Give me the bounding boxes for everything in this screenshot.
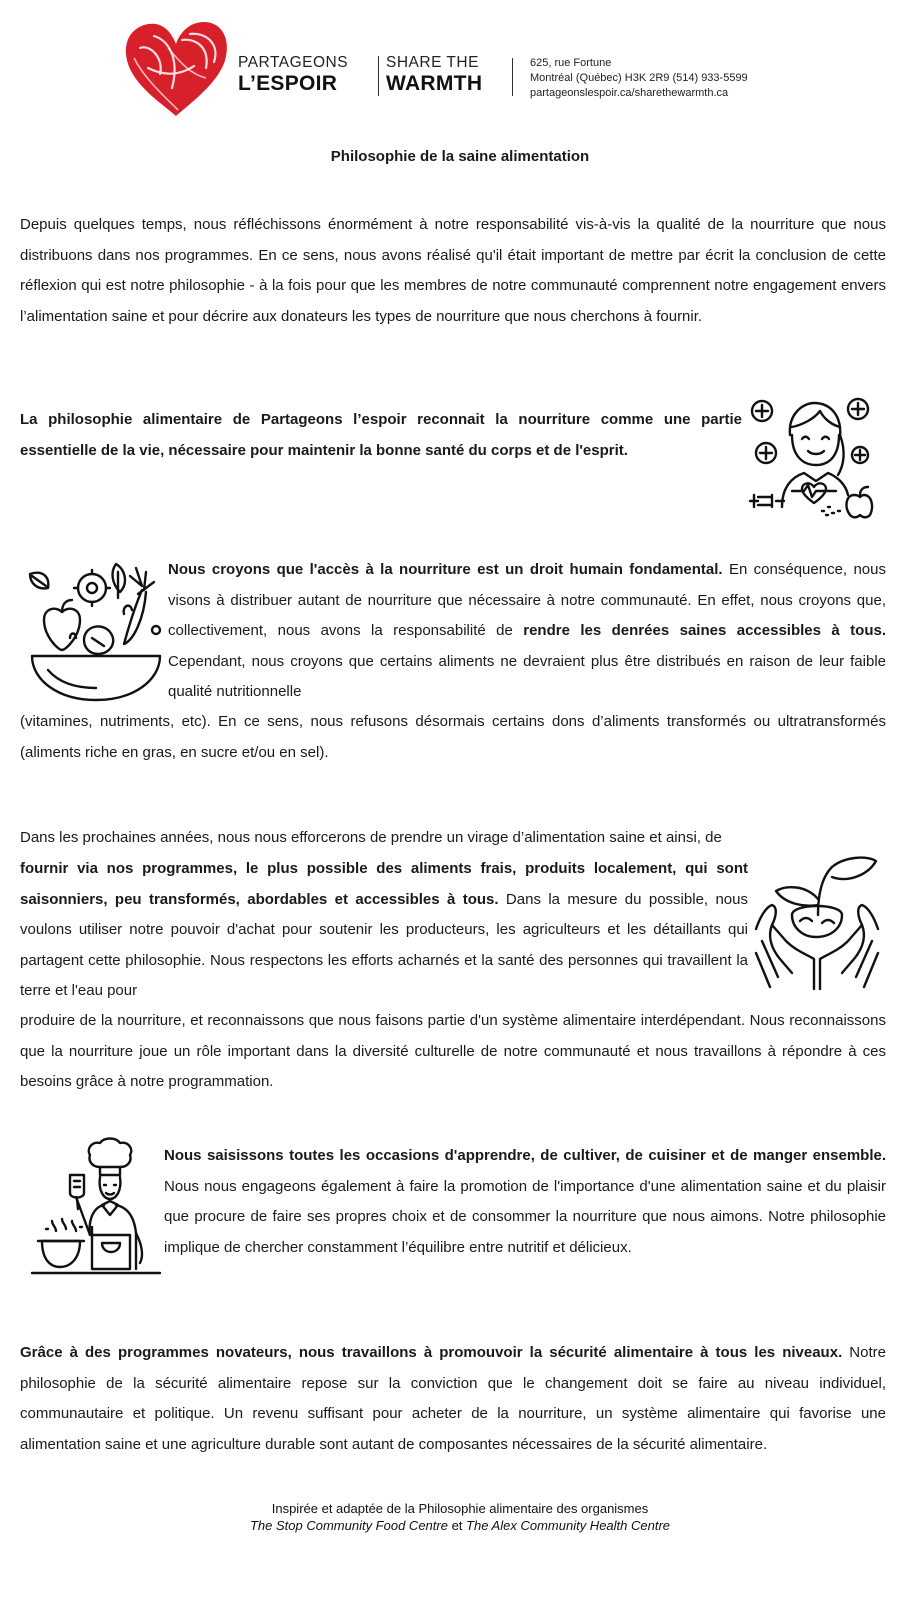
future-bold-1: fournir via nos programmes, le plus possible des aliments frais, produits localement, qui sont saisonniers, peu transformés, abordables et accessibles à tous. xyxy=(20,860,748,908)
footer-conj: et xyxy=(447,1518,467,1533)
page-title: Philosophie de la saine alimentation xyxy=(330,148,590,165)
brand-fr-line1: PARTAGEONS xyxy=(238,54,349,71)
wellness-person-icon xyxy=(742,395,878,523)
paragraph-security xyxy=(20,1338,886,1460)
footer-credit xyxy=(0,1500,920,1534)
chef-cooking-icon xyxy=(30,1135,162,1285)
footer-org2: The Alex Community Health Centre xyxy=(466,1518,671,1533)
learn-bold-1: Nous saisissons toutes les occasions d'apprendre, de cultiver, de cuisiner et de manger ensemble. xyxy=(164,1147,886,1164)
paragraph-future xyxy=(20,854,748,1007)
brand-en-line1: SHARE THE xyxy=(386,54,479,71)
brand-en-line2: WARMTH xyxy=(386,72,483,95)
heart-logo-icon xyxy=(120,18,232,122)
access-bold-2: rendre les denrées saines accessibles à tous. xyxy=(523,622,886,639)
paragraph-access-continued: (vitamines, nutriments, etc). En ce sens, nous refusons désormais certains dons d’aliments transformés ou ultratransformés (aliments riche en gras, en sucre et/ou en sel). xyxy=(20,713,886,761)
paragraph-intro: Depuis quelques temps, nous réfléchissons énormément à notre responsabilité vis-à-vis la qualité de la nourriture que nous distribuons dans nos programmes. En ce sens, nous avons réalisé qu'il était important de mettre par écrit la conclusion de cette réflexion qui est notre philosophie - à la fois pour que les membres de notre communauté comprennent notre engagement envers l’alimentation saine et pour décrire aux donateurs les types de nourriture que nous cherchons à fournir. xyxy=(20,216,886,325)
access-text-1: En conséquence, nous visons à distribuer autant de nourriture que nécessaire à notre communauté. En effet, nous croyons que, collectivement, nous avons la responsabilité de xyxy=(168,561,886,639)
letterhead xyxy=(120,18,820,128)
brand-fr-line2: L’ESPOIR xyxy=(238,72,338,95)
footer-line2 xyxy=(0,1517,920,1534)
food-bowl-icon xyxy=(26,560,166,706)
future-text-2: Dans la mesure du possible, nous voulons utiliser notre pouvoir d'achat pour soutenir les producteurs, les agriculteurs et les détaillants qui partagent cette philosophie. Nous respectons les efforts acharnés et la santé des personnes qui travaillent la terre et l'eau pour xyxy=(20,890,748,999)
paragraph-philosophy-text: La philosophie alimentaire de Partageons l’espoir reconnait la nourriture comme une partie essentielle de la vie, nécessaire pour maintenir la bonne santé du corps et de l'esprit. xyxy=(20,411,742,459)
access-text-2: Cependant, nous croyons que certains aliments ne devraient plus être distribués en raison de leur faible qualité nutritionnelle xyxy=(168,652,886,700)
access-bold-1: Nous croyons que l'accès à la nourriture est un droit humain fondamental. xyxy=(168,561,723,578)
contact-block xyxy=(530,56,748,101)
brand-divider xyxy=(378,56,379,96)
paragraph-future-intro: Dans les prochaines années, nous nous efforcerons de prendre un virage d’alimentation saine et ainsi, de xyxy=(20,829,722,846)
paragraph-philosophy xyxy=(20,405,742,466)
address: 625, rue Fortune xyxy=(530,57,612,69)
website: partageonslespoir.ca/sharethewarmth.ca xyxy=(530,87,729,99)
security-text-1: Notre philosophie de la sécurité alimentaire repose sur la conviction que le changement doit se faire au niveau individuel, communautaire et politique. Un revenu suffisant pour acheter de la nourriture, un système alimentaire qui favorise une alimentation saine et une agriculture durable sont autant de composantes nécessaires de la sécurité alimentaire. xyxy=(20,1344,886,1453)
paragraph-learn xyxy=(164,1141,886,1263)
security-bold-1: Grâce à des programmes novateurs, nous travaillons à promouvoir la sécurité alimentaire à tous les niveaux. xyxy=(20,1344,843,1361)
footer-org1: The Stop Community Food Centre xyxy=(249,1518,448,1533)
paragraph-future-continued: produire de la nourriture, et reconnaissons que nous faisons partie d'un système alimentaire interdépendant. Nous reconnaissons que la nourriture joue un rôle important dans la diversité culturelle de notre communauté et nous travaillons à répondre à ces besoins grâce à notre programmation. xyxy=(20,1012,886,1090)
learn-text-1: Nous nous engageons également à faire la promotion de l'importance d'une alimentation saine et du plaisir que procure de faire ses propres choix et de consommer la nourriture que nous aimons. Notre philosophie implique de chercher constamment l’équilibre entre nutritif et délicieux. xyxy=(164,1177,886,1256)
plant-in-hands-icon xyxy=(752,855,882,995)
footer-line1: Inspirée et adaptée de la Philosophie alimentaire des organismes xyxy=(271,1501,649,1516)
contact-divider xyxy=(512,58,513,96)
paragraph-access xyxy=(168,555,886,708)
city-phone: Montréal (Québec) H3K 2R9 (514) 933-5599 xyxy=(530,72,748,84)
